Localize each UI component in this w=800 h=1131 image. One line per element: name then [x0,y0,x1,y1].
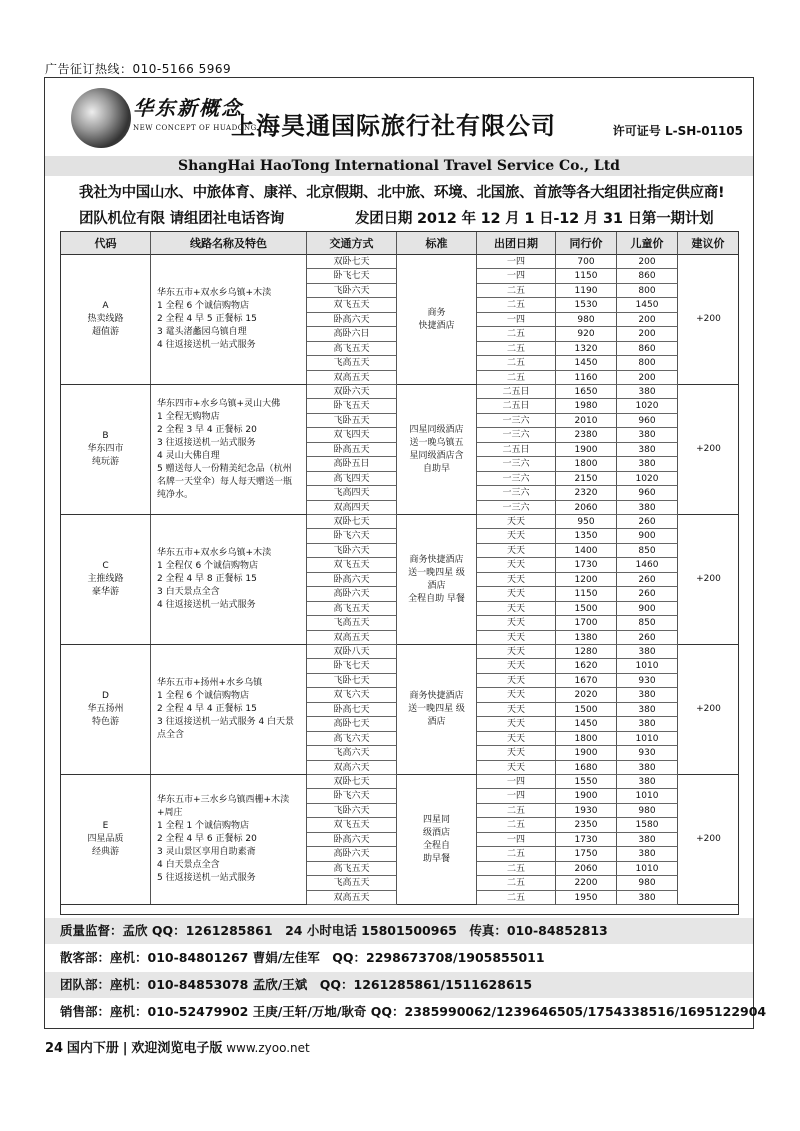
logo-text-cn: 华东新概念 [133,96,243,120]
adult-price-cell: 1500 [556,703,617,717]
child-price-cell: 850 [617,616,678,630]
transport-cell: 双飞六天 [307,688,397,702]
adult-price-cell: 1150 [556,269,617,283]
code-line: A [102,301,109,311]
standard-line: 快捷酒店 [418,320,455,331]
group-contact: 团队部：座机：010-84853078 孟欣/王斌 QQ：1261285861/1511628615 [45,972,753,998]
departure-cell: 一三六 [477,486,556,500]
transport-cell: 卧高六天 [307,833,397,847]
transport-cell: 卧高五天 [307,443,397,457]
adult-price-cell: 1150 [556,587,617,601]
transport-cell: 高卧六天 [307,847,397,861]
departure-cell: 一三六 [477,501,556,515]
child-price-cell: 380 [617,891,678,905]
route-group [61,775,738,905]
departure-cell: 天天 [477,515,556,529]
departure-cell: 二五日 [477,443,556,457]
header-standard: 标准 [397,232,477,255]
route-line: 3 鼋头渚蠡园乌镇自理 [157,327,247,337]
route-line: 3 往返接送机一站式服务 [157,437,256,448]
transport-cell: 飞卧五天 [307,414,397,428]
departure-cell: 天天 [477,544,556,558]
transport-cell: 高飞六天 [307,732,397,746]
transport-cell: 双卧七天 [307,515,397,529]
route-line: 4 往返接送机一站式服务 [157,600,256,610]
departure-cell: 天天 [477,602,556,616]
transport-cell: 卧飞五天 [307,399,397,413]
hotel-standard [397,645,477,774]
departure-cell: 天天 [477,674,556,688]
child-price-cell: 860 [617,342,678,356]
route-line: 1 全程无购物店 [157,411,220,422]
child-price-cell: 380 [617,761,678,775]
hotel-standard [397,385,477,514]
adult-price-cell: 1730 [556,833,617,847]
header-suggested-price: 建议价 [678,232,738,255]
route-code [61,515,151,644]
departure-cell: 天天 [477,587,556,601]
child-price-cell: 1450 [617,298,678,312]
adult-price-cell: 1450 [556,717,617,731]
departure-cell: 天天 [477,529,556,543]
departure-dates: 发团日期 2012 年 12 月 1 日-12 月 31 日第一期计划 [355,211,714,227]
standard-line: 助早餐 [422,853,450,864]
transport-cell: 双高四天 [307,501,397,515]
transport-cell: 飞高五天 [307,616,397,630]
adult-price-cell: 2060 [556,501,617,515]
group-seat-note: 团队机位有限 请组团社电话咨询 [79,211,285,227]
adult-price-cell: 1200 [556,573,617,587]
code-line: E [102,821,109,831]
departure-cell: 天天 [477,659,556,673]
transport-cell: 飞卧六天 [307,284,397,298]
departure-cell: 一三六 [477,428,556,442]
transport-cell: 双卧六天 [307,385,397,399]
suggested-price: +200 [696,314,721,324]
adult-price-cell: 700 [556,255,617,269]
adult-price-cell: 1900 [556,789,617,803]
child-price-cell: 380 [617,457,678,471]
departure-cell: 一三六 [477,472,556,486]
transport-cell: 卧飞六天 [307,529,397,543]
departure-cell: 天天 [477,761,556,775]
adult-price-cell: 1450 [556,356,617,370]
adult-price-cell: 2350 [556,818,617,832]
code-line: 特色游 [91,717,119,727]
adult-price-cell: 2320 [556,486,617,500]
route-line: 2 全程 4 早 4 正餐标 15 [157,704,257,714]
transport-cell: 高飞五天 [307,602,397,616]
child-price-cell: 260 [617,515,678,529]
child-price-cell: 1020 [617,399,678,413]
route-line: 5 往返接送机一站式服务 [157,873,256,883]
route-line: 2 全程 4 早 8 正餐标 15 [157,574,257,584]
adult-price-cell: 1930 [556,804,617,818]
adult-price-cell: 1400 [556,544,617,558]
adult-price-cell: 1280 [556,645,617,659]
child-price-cell: 930 [617,746,678,760]
adult-price-cell: 1800 [556,457,617,471]
route-code [61,385,151,514]
code-line: 豪华游 [91,587,119,597]
standard-line: 全程自助 早餐 [408,593,465,604]
transport-cell: 双飞五天 [307,818,397,832]
child-price-cell: 380 [617,847,678,861]
route-group [61,255,738,385]
route-line: 1 全程 6 个诚信购物店 [157,691,250,701]
route-line: 2 全程 3 早 4 正餐标 20 [157,424,257,435]
adult-price-cell: 1320 [556,342,617,356]
license-number: 许可证号 L-SH-01105 [612,124,743,138]
code-line: 主推线路 [87,574,124,584]
page-frame [44,77,767,1029]
child-price-cell: 200 [617,371,678,385]
route-line: 1 全程 6 个诚信购物店 [157,301,250,311]
departure-cell: 二五 [477,876,556,890]
header [45,78,753,158]
route-line: 3 白天景点全含 [157,587,220,597]
transport-cell: 高卧五日 [307,457,397,471]
transport-cell: 卧飞七天 [307,659,397,673]
route-line: 1 全程仅 6 个诚信购物店 [157,561,259,571]
transport-cell: 双飞五天 [307,298,397,312]
transport-cell: 高卧六日 [307,327,397,341]
adult-price-cell: 1670 [556,674,617,688]
standard-line: 商务快捷酒店 [409,691,464,701]
suggested-price: +200 [696,574,721,584]
hotel-standard [397,775,477,904]
departure-cell: 一四 [477,255,556,269]
departure-cell: 二五 [477,818,556,832]
departure-cell: 二五 [477,284,556,298]
route-line: 3 往返接送机一站式服务 4 白天景点全含 [157,717,295,740]
transport-cell: 飞卧七天 [307,674,397,688]
route-group [61,515,738,645]
departure-notice [79,207,729,228]
transport-cell: 双飞五天 [307,558,397,572]
child-price-cell: 380 [617,688,678,702]
departure-cell: 一四 [477,789,556,803]
route-code [61,645,151,774]
header-adult-price: 同行价 [556,232,617,255]
departure-cell: 二五 [477,371,556,385]
child-price-cell: 1580 [617,818,678,832]
departure-cell: 一三六 [477,457,556,471]
route-line: 华东五市+扬州+水乡乌镇 [157,678,263,688]
child-price-cell: 200 [617,313,678,327]
suggested-price: +200 [696,704,721,714]
departure-cell: 天天 [477,616,556,630]
code-line: 四星品质 [87,834,124,844]
transport-cell: 卧高六天 [307,313,397,327]
code-line: 华五扬州 [87,704,124,714]
child-price-cell: 260 [617,587,678,601]
departure-cell: 二五 [477,847,556,861]
header-departure: 出团日期 [477,232,556,255]
departure-cell: 天天 [477,558,556,572]
departure-cell: 天天 [477,645,556,659]
logo-text-en: NEW CONCEPT OF HUADONG [133,124,257,132]
adult-price-cell: 1380 [556,631,617,645]
code-line: B [102,431,109,441]
code-line: 热卖线路 [87,314,124,324]
route-line: 3 灵山景区享用自助素斋 [157,847,256,857]
adult-price-cell: 2060 [556,862,617,876]
transport-cell: 双卧七天 [307,775,397,789]
child-price-cell: 900 [617,602,678,616]
adult-price-cell: 1550 [556,775,617,789]
contact-footer [45,918,767,1028]
standard-line: 全程自 [422,840,450,851]
child-price-cell: 380 [617,717,678,731]
child-price-cell: 980 [617,876,678,890]
route-description [151,255,307,384]
transport-cell: 双高五天 [307,631,397,645]
standard-line: 自助早 [422,463,450,474]
hotel-standard [397,255,477,384]
transport-cell: 双高五天 [307,891,397,905]
standard-line: 四星同 [422,814,450,825]
departure-cell: 二五 [477,356,556,370]
code-line: D [102,691,109,701]
adult-price-cell: 2010 [556,414,617,428]
code-line: C [102,561,109,571]
transport-cell: 卧高六天 [307,573,397,587]
child-price-cell: 380 [617,833,678,847]
adult-price-cell: 1900 [556,443,617,457]
departure-cell: 二五 [477,804,556,818]
adult-price-cell: 1730 [556,558,617,572]
page-slogan: 欢迎浏览电子版 [131,1041,223,1056]
child-price-cell: 380 [617,775,678,789]
route-group [61,645,738,775]
departure-cell: 二五 [477,342,556,356]
departure-cell: 一四 [477,269,556,283]
departure-cell: 二五 [477,327,556,341]
route-line: 华东五市+双水乡乌镇+木渎 [157,548,272,558]
standard-line: 酒店 [427,580,446,591]
departure-cell: 天天 [477,732,556,746]
adult-price-cell: 1700 [556,616,617,630]
departure-cell: 二五 [477,891,556,905]
transport-cell: 卧高七天 [307,703,397,717]
route-line: 华东四市+水乡乌镇+灵山大佛 [157,398,281,409]
child-price-cell: 860 [617,269,678,283]
adult-price-cell: 1530 [556,298,617,312]
departure-cell: 天天 [477,703,556,717]
transport-cell: 双卧七天 [307,255,397,269]
departure-cell: 一四 [477,775,556,789]
transport-cell: 卧飞七天 [307,269,397,283]
ad-hotline: 广告征订热线：010-5166 5969 [45,62,232,76]
transport-cell: 高飞四天 [307,472,397,486]
transport-cell: 飞高五天 [307,356,397,370]
standard-line: 送一晚乌镇五 [409,437,464,448]
departure-cell: 天天 [477,573,556,587]
adult-price-cell: 2380 [556,428,617,442]
transport-cell: 飞高四天 [307,486,397,500]
adult-price-cell: 950 [556,515,617,529]
adult-price-cell: 1680 [556,761,617,775]
retail-contact: 散客部：座机：010-84801267 曹娟/左佳军 QQ：2298673708/1905855011 [60,950,545,965]
adult-price-cell: 1190 [556,284,617,298]
child-price-cell: 1010 [617,732,678,746]
departure-cell: 一四 [477,313,556,327]
child-price-cell: 850 [617,544,678,558]
child-price-cell: 380 [617,385,678,399]
child-price-cell: 1010 [617,659,678,673]
child-price-cell: 800 [617,284,678,298]
code-line: 经典游 [91,847,119,857]
child-price-cell: 1460 [617,558,678,572]
route-line: 4 白天景点全含 [157,860,220,870]
transport-cell: 高卧七天 [307,717,397,731]
price-table [60,231,739,915]
adult-price-cell: 1980 [556,399,617,413]
code-line: 华东四市 [87,444,124,454]
child-price-cell: 200 [617,327,678,341]
page-section: 国内下册 [66,1041,119,1056]
company-name-cn: 上海昊通国际旅行社有限公司 [231,112,556,140]
adult-price-cell: 1750 [556,847,617,861]
adult-price-cell: 1900 [556,746,617,760]
route-line: 2 全程 4 早 6 正餐标 20 [157,834,257,844]
departure-cell: 一三六 [477,414,556,428]
child-price-cell: 1020 [617,472,678,486]
departure-cell: 二五日 [477,399,556,413]
child-price-cell: 380 [617,703,678,717]
departure-cell: 天天 [477,631,556,645]
transport-cell: 飞卧六天 [307,804,397,818]
route-description [151,645,307,774]
header-transport: 交通方式 [307,232,397,255]
page-footer [45,1037,310,1056]
transport-cell: 飞卧六天 [307,544,397,558]
adult-price-cell: 1800 [556,732,617,746]
route-group [61,385,738,515]
header-code: 代码 [61,232,151,255]
child-price-cell: 260 [617,631,678,645]
code-line: 超值游 [91,327,119,337]
route-description [151,775,307,904]
adult-price-cell: 980 [556,313,617,327]
route-line: 5 赠送每人一份精美纪念品（杭州名牌一天堂伞）每人每天赠送一瓶纯净水。 [157,463,293,500]
child-price-cell: 930 [617,674,678,688]
adult-price-cell: 2200 [556,876,617,890]
child-price-cell: 1010 [617,862,678,876]
page-number: 24 [45,1041,64,1056]
supplier-statement: 我社为中国山水、中旅体育、康祥、北京假期、北中旅、环境、北国旅、首旅等各大组团社指定供应商! [79,185,725,201]
transport-cell: 飞高五天 [307,876,397,890]
route-line: 华东五市+双水乡乌镇+木渎 [157,288,272,298]
company-logo-icon [71,88,131,148]
child-price-cell: 380 [617,645,678,659]
departure-cell: 天天 [477,717,556,731]
transport-cell: 高卧六天 [307,587,397,601]
departure-cell: 一四 [477,833,556,847]
child-price-cell: 200 [617,255,678,269]
child-price-cell: 380 [617,428,678,442]
page-divider: | [122,1041,128,1056]
standard-line: 酒店 [427,717,446,727]
code-line: 纯玩游 [91,457,119,467]
adult-price-cell: 1650 [556,385,617,399]
adult-price-cell: 1620 [556,659,617,673]
transport-cell: 双飞四天 [307,428,397,442]
suggested-price: +200 [696,444,721,454]
child-price-cell: 260 [617,573,678,587]
standard-line: 商务 [427,307,446,318]
child-price-cell: 980 [617,804,678,818]
transport-cell: 高飞五天 [307,862,397,876]
adult-price-cell: 1950 [556,891,617,905]
quality-contact: 质量监督：孟欣 QQ：1261285861 24 小时电话 15801500965 传真：010-84852813 [45,918,753,944]
transport-cell: 高飞五天 [307,342,397,356]
adult-price-cell: 920 [556,327,617,341]
route-code [61,255,151,384]
transport-cell: 飞高六天 [307,746,397,760]
child-price-cell: 380 [617,501,678,515]
route-line: 2 全程 4 早 5 正餐标 15 [157,314,257,324]
departure-cell: 天天 [477,688,556,702]
child-price-cell: 800 [617,356,678,370]
website-link[interactable]: www.zyoo.net [226,1041,310,1055]
child-price-cell: 380 [617,443,678,457]
hotel-standard [397,515,477,644]
transport-cell: 卧飞六天 [307,789,397,803]
route-line: 4 灵山大佛自理 [157,450,220,461]
child-price-cell: 1010 [617,789,678,803]
adult-price-cell: 2020 [556,688,617,702]
route-code [61,775,151,904]
adult-price-cell: 1500 [556,602,617,616]
child-price-cell: 960 [617,414,678,428]
transport-cell: 双高六天 [307,761,397,775]
sales-contact: 销售部：座机：010-52479902 王庚/王轩/万地/耿奇 QQ：2385990062/1239646505/1754338516/1695122904 [60,1004,767,1019]
standard-line: 送一晚四星 级 [408,704,465,714]
header-route: 线路名称及特色 [151,232,307,255]
departure-cell: 二五 [477,298,556,312]
adult-price-cell: 2150 [556,472,617,486]
company-name-en: ShangHai HaoTong International Travel Service Co., Ltd [45,156,753,176]
transport-cell: 双高五天 [307,371,397,385]
departure-cell: 二五日 [477,385,556,399]
header-child-price: 儿童价 [617,232,678,255]
departure-cell: 天天 [477,746,556,760]
route-line: 华东五市+三水乡乌镇西栅+木渎+周庄 [157,795,290,818]
departure-cell: 二五 [477,862,556,876]
suggested-price: +200 [696,834,721,844]
route-description [151,515,307,644]
child-price-cell: 960 [617,486,678,500]
adult-price-cell: 1350 [556,529,617,543]
route-line: 4 往返接送机一站式服务 [157,340,256,350]
standard-line: 送一晚四星 级 [408,567,465,578]
route-description [151,385,307,514]
child-price-cell: 900 [617,529,678,543]
standard-line: 星同级酒店含 [409,450,464,461]
standard-line: 四星同级酒店 [409,424,464,435]
adult-price-cell: 1160 [556,371,617,385]
route-line: 1 全程 1 个诚信购物店 [157,821,250,831]
transport-cell: 双卧八天 [307,645,397,659]
standard-line: 级酒店 [422,827,450,838]
standard-line: 商务快捷酒店 [409,554,464,565]
